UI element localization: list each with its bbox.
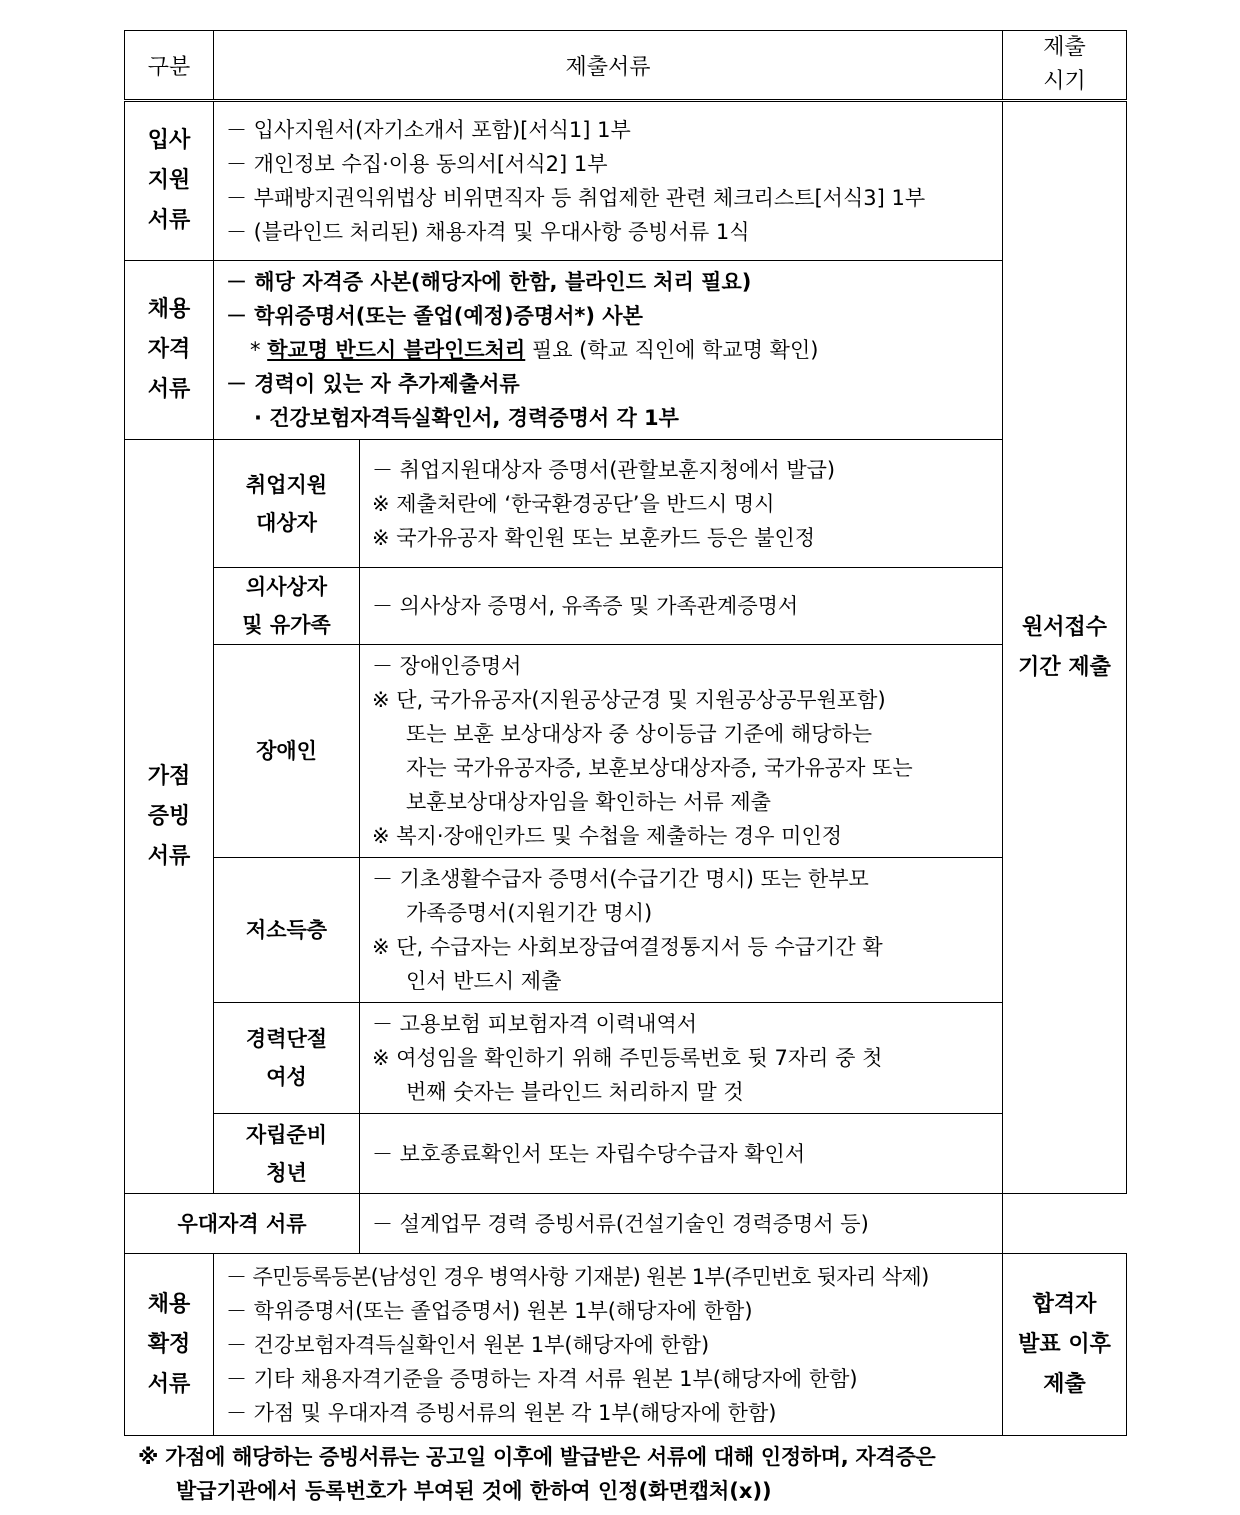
header-documents: 제출서류 [214,31,1003,101]
school-name-underlined: 학교명 반드시 블라인드처리 [267,338,526,362]
subcategory-disabled: 장애인 [214,645,360,858]
list-item-continued: 번째 숫자는 블라인드 처리하지 말 것 [406,1080,744,1104]
list-item: － 기초생활수급자 증명서(수급기간 명시) 또는 한부모 [372,867,869,891]
table-row [125,440,1127,568]
list-item: － 개인정보 수집·이용 동의서[서식2] 1부 [226,152,608,176]
footnote [124,1440,1126,1508]
list-item: － 해당 자격증 사본(해당자에 한함, 블라인드 처리 필요) [226,270,752,294]
youth-documents [360,1114,1003,1194]
list-item: · 건강보험자격득실확인서, 경력증명서 각 1부 [254,406,679,430]
list-item: ※ 국가유공자 확인원 또는 보훈카드 등은 불인정 [372,525,816,550]
table-row [125,645,1127,858]
table-row [125,1003,1127,1114]
required-documents-table [124,30,1127,1436]
list-item-continued: 보훈보상대상자임을 확인하는 서류 제출 [406,790,771,814]
subcategory-employment-support: 취업지원 대상자 [214,440,360,568]
list-item: ※ 단, 수급자는 사회보장급여결정통지서 등 수급기간 확 [372,935,883,959]
list-item: － 기타 채용자격기준을 증명하는 자격 서류 원본 1부(해당자에 한함) [226,1366,858,1391]
list-item: － 학위증명서(또는 졸업(예정)증명서*) 사본 [226,304,643,328]
list-item: ※ 여성임을 확인하기 위해 주민등록번호 뒷 7자리 중 첫 [372,1046,883,1070]
list-item: ※ 단, 국가유공자(지원공상군경 및 지원공상공무원포함) [372,688,886,712]
list-item: － 학위증명서(또는 졸업증명서) 원본 1부(해당자에 한함) [226,1298,753,1323]
timing-after-announcement: 합격자 발표 이후 제출 [1003,1254,1127,1436]
list-item: － 건강보험자격득실확인서 원본 1부(해당자에 한함) [226,1332,710,1357]
preferred-documents [360,1194,1003,1254]
table-row [125,568,1127,645]
application-documents [214,101,1003,261]
list-item: － 설계업무 경력 증빙서류(건설기술인 경력증명서 등) [372,1211,869,1236]
list-item: － 가점 및 우대자격 증빙서류의 원본 각 1부(해당자에 한함) [226,1400,777,1425]
table-row [125,1194,1127,1254]
header-category: 구분 [125,31,214,101]
list-item: － 경력이 있는 자 추가제출서류 [226,372,520,396]
list-item-continued: 인서 반드시 제출 [406,969,562,993]
category-bonus: 가점 증빙 서류 [125,440,214,1194]
category-confirmation: 채용 확정 서류 [125,1254,214,1436]
table-header-row [125,31,1127,101]
list-item: － 부패방지권익위법상 비위면직자 등 취업제한 관련 체크리스트[서식3] 1부 [226,186,926,210]
career-break-documents [360,1003,1003,1114]
table-row [125,858,1127,1003]
list-item: － 의사상자 증명서, 유족증 및 가족관계증명서 [372,594,799,618]
righteous-documents [360,568,1003,645]
list-item: ※ 복지·장애인카드 및 수첩을 제출하는 경우 미인정 [372,824,843,848]
timing-application-period: 원서접수 기간 제출 [1003,101,1127,1194]
school-name-note: * 학교명 반드시 블라인드처리 필요 (학교 직인에 학교명 확인) [250,338,819,362]
footnote-line: 발급기관에서 등록번호가 부여된 것에 한하여 인정(화면캡처(x)) [176,1479,772,1503]
header-timing: 제출 시기 [1003,31,1127,101]
list-item: － 고용보험 피보험자격 이력내역서 [372,1012,698,1036]
list-item: － (블라인드 처리된) 채용자격 및 우대사항 증빙서류 1식 [226,220,750,244]
table-row [125,1114,1127,1194]
table-row [125,1254,1127,1436]
low-income-documents [360,858,1003,1003]
list-item: － 입사지원서(자기소개서 포함)[서식1] 1부 [226,118,631,142]
subcategory-youth: 자립준비 청년 [214,1114,360,1194]
footnote-line: ※ 가점에 해당하는 증빙서류는 공고일 이후에 발급받은 서류에 대해 인정하며, 자격증은 [138,1445,936,1469]
category-application: 입사 지원 서류 [125,101,214,261]
list-item: ※ 제출처란에 ‘한국환경공단’을 반드시 명시 [372,491,775,516]
list-item-continued: 가족증명서(지원기간 명시) [406,901,653,925]
subcategory-low-income: 저소득층 [214,858,360,1003]
subcategory-righteous: 의사상자 및 유가족 [214,568,360,645]
list-item: － 주민등록등본(남성인 경우 병역사항 기재분) 원본 1부(주민번호 뒷자리 삭제) [226,1264,929,1289]
document [124,30,1126,1508]
list-item-continued: 또는 보훈 보상대상자 중 상이등급 기준에 해당하는 [406,722,873,746]
list-item-continued: 자는 국가유공자증, 보훈보상대상자증, 국가유공자 또는 [406,756,913,780]
category-preferred: 우대자격 서류 [125,1194,360,1254]
category-qualification: 채용 자격 서류 [125,261,214,440]
table-row [125,261,1127,440]
table-row [125,101,1127,261]
list-item: － 보호종료확인서 또는 자립수당수급자 확인서 [372,1141,806,1166]
list-item: － 취업지원대상자 증명서(관할보훈지청에서 발급) [372,457,836,482]
subcategory-career-break: 경력단절 여성 [214,1003,360,1114]
disabled-documents [360,645,1003,858]
list-item: － 장애인증명서 [372,654,522,678]
qualification-documents [214,261,1003,440]
employment-support-documents [360,440,1003,568]
confirmation-documents [214,1254,1003,1436]
